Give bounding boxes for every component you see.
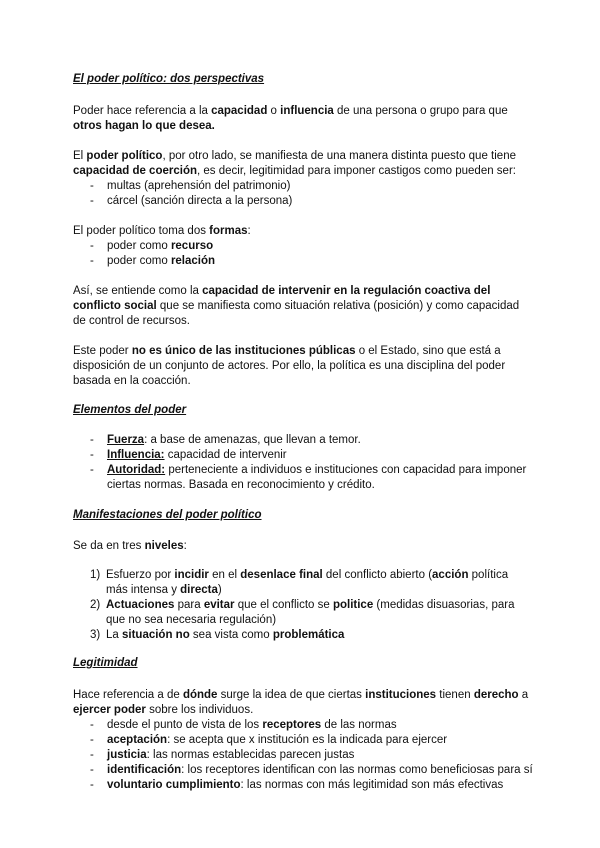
paragraph-legitimidad: Hace referencia a de dónde surge la idea de que ciertas instituciones tienen derecho a ejercer poder sobre los individuos. (73, 689, 529, 716)
section-title-manifestaciones: Manifestaciones del poder político (73, 509, 262, 521)
list-item: - voluntario cumplimiento: las normas con más legitimidad son más efectivas (73, 778, 533, 793)
paragraph-niveles: Se da en tres niveles: (73, 540, 187, 552)
list-item: 3) La situación no sea vista como problemática (90, 629, 345, 641)
paragraph-no-es-unico: Este poder no es único de las instituciones públicas o el Estado, sino que está a disposición de un conjunto de actores. Por ello, la política es una disciplina del poder basada en la coacción. (73, 345, 506, 387)
section-title-legitimidad: Legitimidad (73, 657, 138, 669)
list-item: - Influencia: capacidad de intervenir (73, 448, 533, 463)
paragraph-definicion-poder: Poder hace referencia a la capacidad o influencia de una persona o grupo para que otros hagan lo que desea. (73, 105, 508, 132)
list-item: - cárcel (sanción directa a la persona) (73, 194, 533, 209)
list-item: - Fuerza: a base de amenazas, que llevan a temor. (73, 433, 533, 448)
list-item: - desde el punto de vista de los receptores de las normas (73, 718, 533, 733)
list-item: - poder como relación (73, 254, 533, 269)
list-item: - aceptación: se acepta que x institución es la indicada para ejercer (73, 733, 533, 748)
list-niveles (73, 568, 533, 643)
list-item: 2) Actuaciones para evitar que el conflicto se politice (medidas disuasorias, para que no sea necesaria regulación) (90, 599, 515, 626)
list-elementos (73, 433, 533, 493)
paragraph-formas: El poder político toma dos formas: (73, 225, 251, 237)
list-item: - identificación: los receptores identifican con las normas como beneficiosas para sí (73, 763, 533, 778)
list-item: 1) Esfuerzo por incidir en el desenlace final del conflicto abierto (acción política más intensa y directa) (90, 569, 509, 596)
section-title-poder-politico: El poder político: dos perspectivas (73, 73, 265, 85)
document-body (73, 72, 533, 793)
list-formas (73, 239, 533, 269)
list-item: - poder como recurso (73, 239, 533, 254)
paragraph-poder-politico: El poder político, por otro lado, se manifiesta de una manera distinta puesto que tiene capacidad de coerción, es decir, legitimidad para imponer castigos como pueden ser: (73, 150, 516, 177)
paragraph-capacidad-intervenir: Así, se entiende como la capacidad de intervenir en la regulación coactiva del conflicto social que se manifiesta como situación relativa (posición) y como capacidad de control de recursos. (73, 285, 520, 327)
list-castigos (73, 179, 533, 209)
list-item: - multas (aprehensión del patrimonio) (73, 179, 533, 194)
section-title-elementos: Elementos del poder (73, 404, 187, 416)
list-legitimidad (73, 718, 533, 793)
list-item: - Autoridad: perteneciente a individuos e instituciones con capacidad para imponer ciertas normas. Basada en reconocimiento y crédito. (73, 463, 533, 493)
list-item: - justicia: las normas establecidas parecen justas (73, 748, 533, 763)
